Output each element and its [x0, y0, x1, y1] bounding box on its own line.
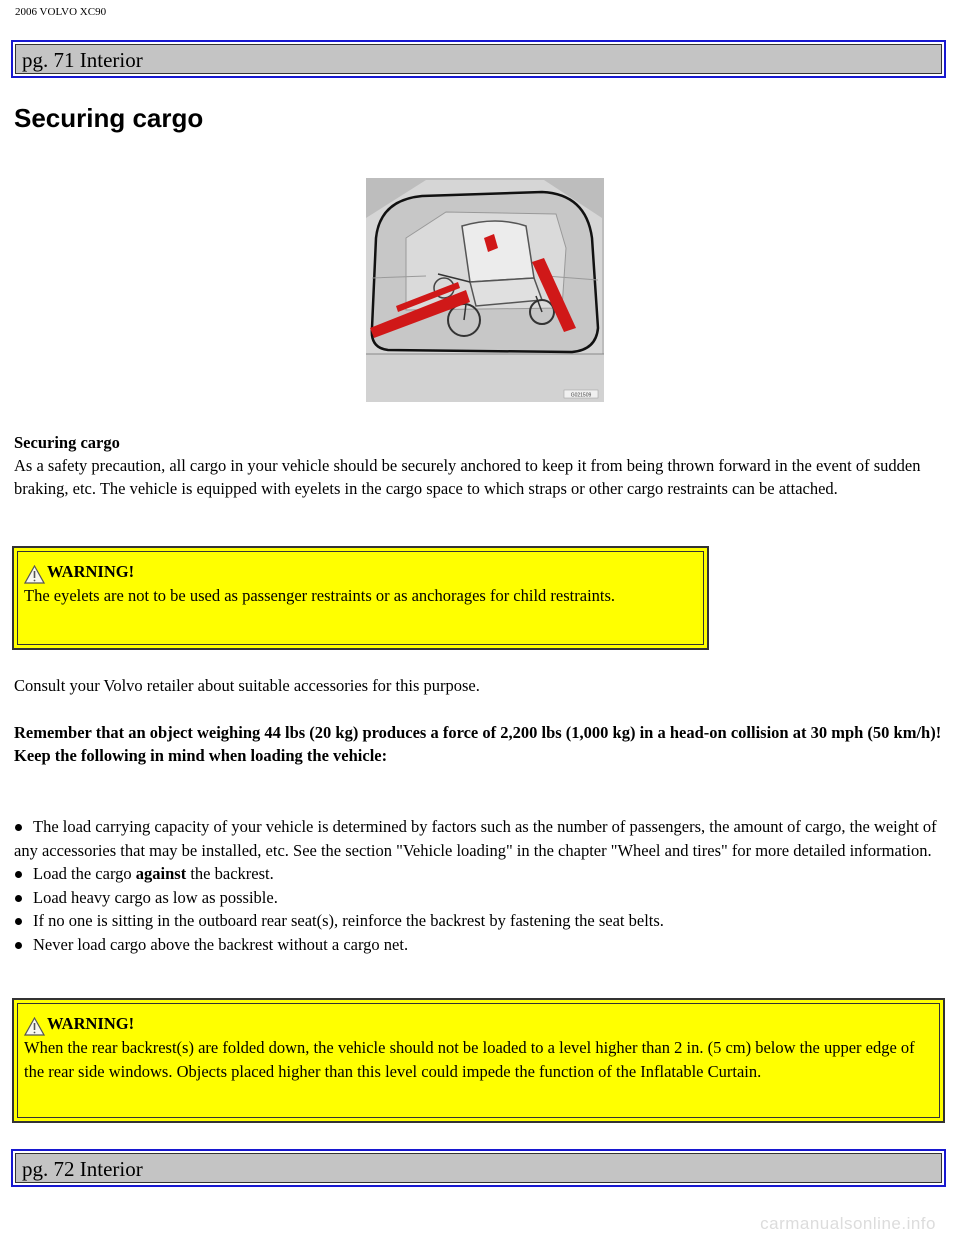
warning-triangle-icon [24, 1017, 45, 1036]
list-item: If no one is sitting in the outboard rear seat(s), reinforce the backrest by fastening the seat belts. [14, 909, 944, 933]
warning-title-text: WARNING! [47, 562, 135, 581]
section-heading: Securing cargo [14, 103, 204, 133]
bullet-icon [15, 918, 22, 925]
figure-code: G021509 [570, 392, 592, 399]
remember-paragraph [14, 721, 942, 767]
page-header-72 [11, 1149, 946, 1187]
warning-title [24, 560, 697, 584]
warning-title-text: WARNING! [47, 1014, 135, 1033]
cargo-illustration [366, 178, 604, 402]
warning-title [24, 1012, 933, 1036]
intro-text: As a safety precaution, all cargo in your vehicle should be securely anchored to keep it from being thrown forward in the event of sudden braking, etc. The vehicle is equipped with eyelets in the cargo space to which straps or other cargo restraints can be attached. [14, 456, 921, 498]
consult-paragraph: Consult your Volvo retailer about suitable accessories for this purpose. [14, 676, 480, 695]
remember-line-2: Keep the following in mind when loading the vehicle: [14, 746, 388, 765]
warning-triangle-icon [24, 565, 45, 584]
intro-paragraph [14, 431, 942, 500]
page-header-71-label: pg. 71 Interior [15, 44, 942, 74]
warning-text: When the rear backrest(s) are folded down, the vehicle should not be loaded to a level higher than 2 in. (5 cm) below the upper edge of the rear side windows. Objects placed higher than this level could impede the function of the Inflatable Curtain. [24, 1038, 915, 1081]
list-item: Load heavy cargo as low as possible. [14, 886, 944, 910]
bullet-icon [15, 824, 22, 831]
list-item: Never load cargo above the backrest without a cargo net. [14, 933, 944, 957]
loading-tips-list [14, 815, 944, 956]
bullet-icon [15, 871, 22, 878]
page-header-72-label: pg. 72 Interior [15, 1153, 942, 1183]
bullet-icon [15, 942, 22, 949]
bullet-icon [15, 895, 22, 902]
document-title: 2006 VOLVO XC90 [15, 6, 107, 18]
remember-line-1: Remember that an object weighing 44 lbs (20 kg) produces a force of 2,200 lbs (1,000 kg) in a head-on collision at 30 mph (50 km/h)! [14, 723, 942, 742]
list-item: The load carrying capacity of your vehicle is determined by factors such as the number of passengers, the amount of cargo, the weight of any accessories that may be installed, etc. See the section "Vehicle loading" in the chapter "Wheel and tires" for more detailed information. [14, 817, 937, 860]
warning-box-eyelets [12, 546, 709, 650]
list-item: Load the cargo against the backrest. [14, 862, 944, 886]
intro-subheading: Securing cargo [14, 433, 120, 452]
warning-box-backrest [12, 998, 945, 1123]
page-header-71 [11, 40, 946, 78]
watermark: carmanualsonline.info [760, 1214, 936, 1233]
warning-text: The eyelets are not to be used as passenger restraints or as anchorages for child restraints. [24, 586, 616, 605]
